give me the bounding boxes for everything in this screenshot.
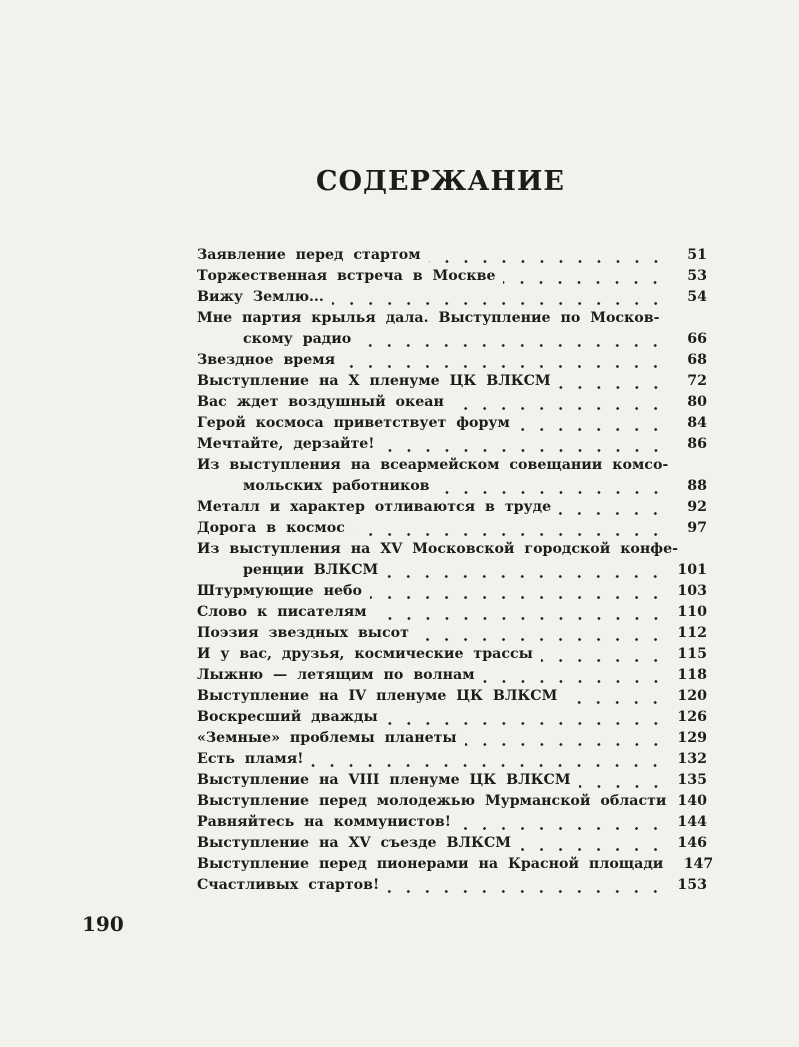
toc-entry-page: 92 (687, 499, 707, 515)
toc-entry-title: Лыжню — летящим по волнам (197, 667, 475, 683)
toc-entry-page: 103 (677, 583, 707, 599)
dot-leader (386, 575, 665, 578)
dot-leader (353, 533, 665, 536)
toc-entry-line (197, 646, 707, 667)
toc-entry-title: Выступление перед пионерами на Красной площади (197, 856, 664, 872)
toc-entry-page: 129 (677, 730, 707, 746)
dot-leader (465, 743, 665, 746)
dot-leader (332, 302, 665, 305)
dot-leader (559, 512, 665, 515)
toc-entry-page: 101 (677, 562, 707, 578)
toc-entry-page: 84 (687, 415, 707, 431)
toc-entry-line (197, 541, 707, 562)
toc-entry-line (197, 751, 707, 772)
toc-entry-title: Торжественная встреча в Москве (197, 268, 496, 284)
dot-leader (359, 344, 665, 347)
dot-leader (518, 428, 665, 431)
toc-entry-line (197, 247, 707, 268)
toc-entry-title: Выступление на IV пленуме ЦК ВЛКСМ (197, 688, 558, 704)
toc-entry-line (197, 730, 707, 751)
toc-entry-title: Мечтайте, дерзайте! (197, 436, 375, 452)
toc-entry-line (197, 352, 707, 373)
toc-entry-page: 126 (677, 709, 707, 725)
toc-entry-page: 72 (687, 373, 707, 389)
toc-entry-title: Равняйтесь на коммунистов! (197, 814, 451, 830)
toc-entry-title: Штурмующие небо (197, 583, 362, 599)
toc-entry-title: Вас ждет воздушный океан (197, 394, 444, 410)
toc-entry-line (197, 268, 707, 289)
dot-leader (503, 281, 665, 284)
toc-entry-title: Металл и характер отливаются в труде (197, 499, 552, 515)
dot-leader (429, 260, 665, 263)
toc-entry-title: Выступление на X пленуме ЦК ВЛКСМ (197, 373, 551, 389)
toc-entry-title: Герой космоса приветствует форум (197, 415, 510, 431)
toc-entry-line (197, 436, 707, 457)
toc-entry-line (197, 835, 707, 856)
toc-entry-title: Из выступления на всеармейском совещании комсо- (197, 457, 669, 473)
toc-entry-title: Мне партия крылья дала. Выступление по Москов- (197, 310, 660, 326)
toc-entry-page: 120 (677, 688, 707, 704)
toc-entry-page: 51 (687, 247, 707, 263)
toc-entry-title: Заявление перед стартом (197, 247, 421, 263)
toc-entry-page: 132 (677, 751, 707, 767)
toc-entry-page: 147 (683, 856, 714, 872)
toc-entry-page: 88 (687, 478, 707, 494)
dot-leader (386, 722, 665, 725)
toc-entry-page: 80 (687, 394, 707, 410)
toc-entry-page: 110 (677, 604, 707, 620)
toc-entry-title: И у вас, друзья, космические трассы (197, 646, 533, 662)
dot-leader (579, 785, 665, 788)
toc-entry-title: скому радио (243, 331, 352, 347)
dot-leader (565, 701, 665, 704)
toc-entry-title: Воскресший дважды (197, 709, 378, 725)
toc-entry-title: мольских работников (243, 478, 430, 494)
toc-entry-line (197, 562, 707, 583)
dot-leader (370, 596, 665, 599)
toc-entry-page: 53 (687, 268, 707, 284)
toc-entry-title: Есть пламя! (197, 751, 304, 767)
toc-entry-line (197, 667, 707, 688)
toc-entry-page: 118 (677, 667, 707, 683)
toc-entry-page: 68 (687, 352, 707, 368)
toc-entry-page: 146 (677, 835, 707, 851)
toc-entry-line (197, 310, 707, 331)
toc-entry-page: 140 (677, 793, 707, 809)
toc-entry-page: 54 (687, 289, 707, 305)
toc-entry-title: ренции ВЛКСМ (243, 562, 379, 578)
toc-entry-line (197, 289, 707, 310)
toc-entry-line (197, 457, 707, 478)
toc-entry-line (197, 793, 707, 814)
toc-entry-line (197, 331, 707, 352)
toc-entry-title: «Земные» проблемы планеты (197, 730, 457, 746)
toc-entry-page: 115 (677, 646, 707, 662)
toc-entry-title: Счастливых стартов! (197, 877, 380, 893)
toc-entry-line (197, 814, 707, 835)
toc-entry-title: Вижу Землю... (197, 289, 324, 305)
dot-leader (452, 407, 665, 410)
dot-leader (383, 449, 665, 452)
toc-entry-line (197, 856, 714, 877)
toc-entry-title: Выступление перед молодежью Мурманской области (197, 793, 667, 809)
toc-entry-line (197, 499, 707, 520)
toc-entry-page: 153 (677, 877, 707, 893)
dot-leader (438, 491, 665, 494)
toc-entry-page: 135 (677, 772, 707, 788)
toc-entry-title: Поэзия звездных высот (197, 625, 409, 641)
toc-entry-line (197, 709, 707, 730)
toc-entry-line (197, 520, 707, 541)
toc-entry-title: Звездное время (197, 352, 336, 368)
toc-entry-line (197, 604, 707, 625)
toc-entry-line (197, 373, 707, 394)
dot-leader (483, 680, 665, 683)
toc-entry-line (197, 415, 707, 436)
toc-entry-page: 97 (687, 520, 707, 536)
toc-entry-title: Из выступления на XV Московской городской конфе- (197, 541, 678, 557)
toc-entry-line (197, 688, 707, 709)
dot-leader (311, 764, 665, 767)
dot-leader (559, 386, 665, 389)
dot-leader (519, 848, 665, 851)
toc-entry-title: Выступление на XV съезде ВЛКСМ (197, 835, 511, 851)
dot-leader (459, 827, 665, 830)
toc-entry-title: Слово к писателям (197, 604, 367, 620)
page-title: СОДЕРЖАНИЕ (316, 166, 565, 197)
toc-entry-line (197, 583, 707, 604)
toc-entry-line (197, 478, 707, 499)
toc-entry-page: 86 (687, 436, 707, 452)
toc-entry-line (197, 877, 707, 898)
toc-entry-title: Выступление на VIII пленуме ЦК ВЛКСМ (197, 772, 571, 788)
dot-leader (375, 617, 665, 620)
toc-entry-line (197, 772, 707, 793)
toc-entry-page: 66 (687, 331, 707, 347)
table-of-contents (197, 247, 714, 898)
toc-entry-line (197, 394, 707, 415)
toc-entry-line (197, 625, 707, 646)
page-number: 190 (82, 912, 124, 936)
dot-leader (541, 659, 665, 662)
toc-entry-title: Дорога в космос (197, 520, 345, 536)
dot-leader (417, 638, 665, 641)
dot-leader (343, 365, 665, 368)
dot-leader (387, 890, 665, 893)
toc-entry-page: 144 (677, 814, 707, 830)
toc-entry-page: 112 (677, 625, 707, 641)
